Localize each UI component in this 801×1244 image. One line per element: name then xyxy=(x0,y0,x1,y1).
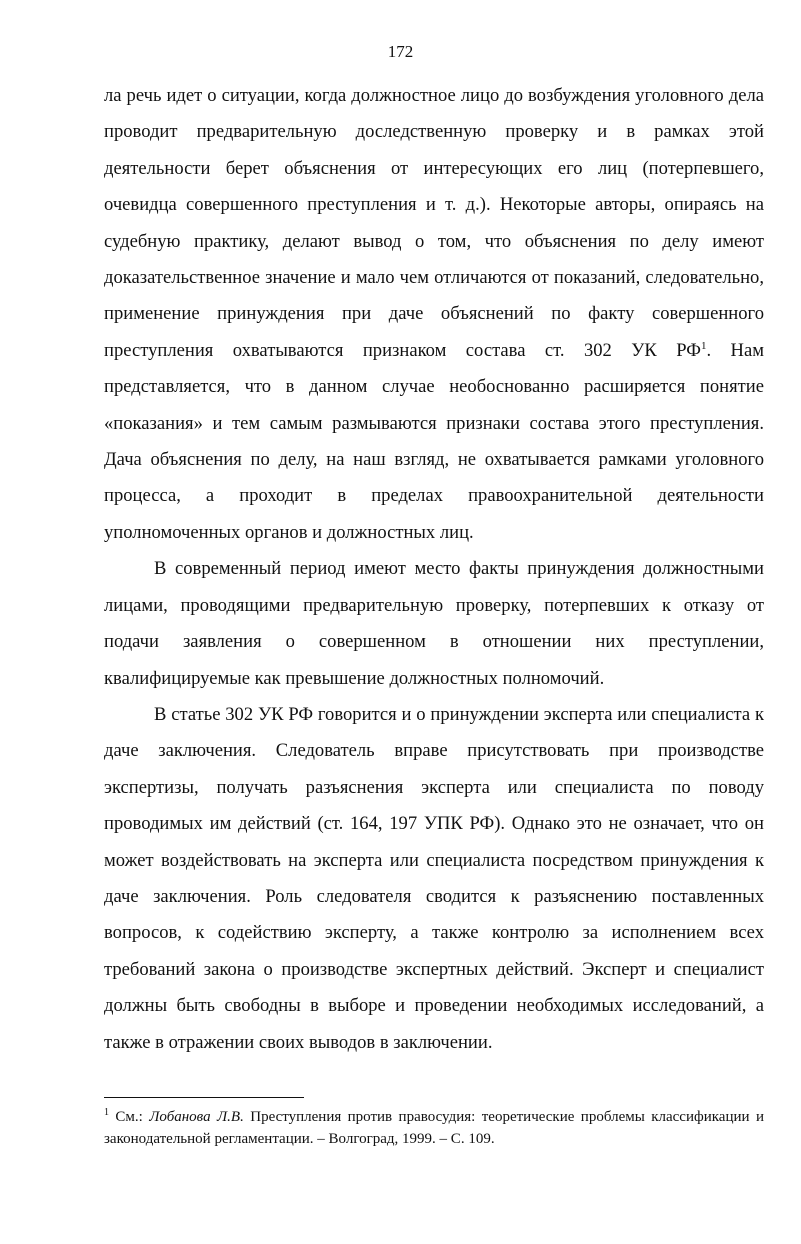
footnote xyxy=(104,1106,764,1150)
footnote-citation: Преступления против правосудия: теоретические проблемы классификации и законодательной регламентации. – Волгоград, 1999. – С. 109. xyxy=(104,1109,764,1147)
footnote-reference-marker: 1 xyxy=(700,339,707,352)
footnote-marker: 1 xyxy=(104,1107,109,1118)
paragraph-1 xyxy=(104,78,764,551)
footnote-prefix: См.: xyxy=(109,1109,150,1125)
paragraph-1-text-a: ла речь идет о ситуации, когда должностное лицо до возбуждения уголовного дела проводит предварительную доследственную проверку и в рамках этой деятельности берет объяснения от интересующих его лиц (потерпевшего, очевидца совершенного преступления и т. д.). Некоторые авторы, опираясь на судебную практику, делают вывод о том, что объяснения по делу имеют доказательственное значение и мало чем отличаются от показаний, следовательно, применение принуждения при даче объяснений по факту совершенного преступления охватываются признаком состава ст. 302 УК РФ xyxy=(104,85,764,361)
page-number: 172 xyxy=(387,42,414,61)
footnote-separator xyxy=(104,1097,304,1098)
paragraph-3: В статье 302 УК РФ говорится и о принуждении эксперта или специалиста к даче заключения. Следователь вправе присутствовать при производстве экспертизы, получать разъяснения эксперта или специалиста по поводу проводимых им действий (ст. 164, 197 УПК РФ). Однако это не означает, что он может воздействовать на эксперта или специалиста посредством принуждения к даче заключения. Роль следователя сводится к разъяснению поставленных вопросов, к содействию эксперту, а также контролю за исполнением всех требований закона о производстве экспертных действий. Эксперт и специалист должны быть свободны в выборе и проведении необходимых исследований, а также в отражении своих выводов в заключении. xyxy=(104,703,764,1053)
paragraph-1-text-b: . Нам представляется, что в данном случае необоснованно расширяется понятие «показания» и тем самым размываются признаки состава этого преступления. Дача объяснения по делу, на наш взгляд, не охватывается рамками уголовного процесса, а проходит в пределах правоохранительной деятельности уполномоченных органов и должностных лиц. xyxy=(104,339,765,543)
main-text xyxy=(104,78,764,1061)
footnote-author: Лобанова Л.В. xyxy=(149,1109,244,1125)
paragraph-2: В современный период имеют место факты принуждения должностными лицами, проводящими предварительную проверку, потерпевших к отказу от подачи заявления о совершенном в отношении них преступлении, квалифицируемые как превышение должностных полномочий. xyxy=(104,558,764,689)
